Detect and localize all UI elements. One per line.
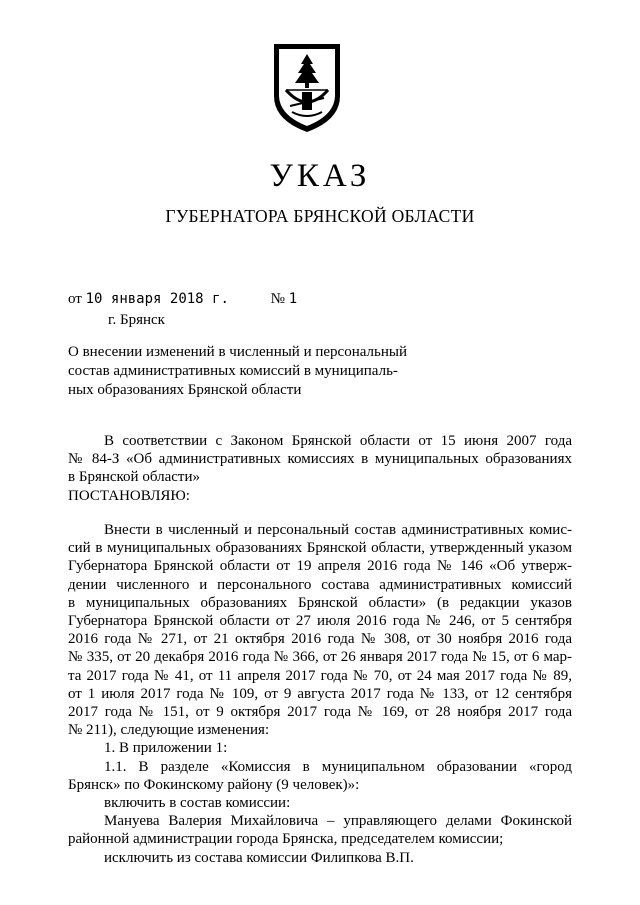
subject-heading xyxy=(68,343,428,400)
paragraph-line: Внести в численный и персональный состав административных комис- xyxy=(104,522,572,538)
paragraph-line: в муниципальных образованиях Брянской области» (в редакции указов xyxy=(68,594,572,611)
date-prefix: от xyxy=(68,291,82,307)
paragraph-line: та 2017 года № 41, от 11 апреля 2017 года № 70, от 24 мая 2017 года № 89, xyxy=(68,667,572,684)
item-1: 1. В приложении 1: xyxy=(104,740,228,757)
document-title: УКАЗ xyxy=(269,158,371,194)
subject-line: О внесении изменений в численный и персональный xyxy=(68,344,407,360)
paragraph-line: № 211), следующие изменения: xyxy=(68,722,270,739)
paragraph-line: 2016 года № 271, от 21 октября 2016 года № 308, от 30 ноября 2016 года xyxy=(68,631,572,648)
number-label: № xyxy=(270,291,285,307)
subject-line: состав административных комиссий в муниципаль- xyxy=(68,363,398,379)
person-line-continued: районной администрации города Брянска, председателем комиссии; xyxy=(68,831,504,848)
number-value: 1 xyxy=(288,291,298,307)
paragraph-line: № 335, от 20 декабря 2016 года № 366, от 26 января 2017 года № 15, от 6 мар- xyxy=(68,649,572,666)
main-paragraph xyxy=(68,521,572,867)
exclude-line: исключить из состава комиссии Филипкова В.П. xyxy=(104,849,414,866)
preamble-line: в Брянской области» xyxy=(68,469,200,486)
paragraph-line: 2017 года № 151, от 9 октября 2017 года № 169, от 28 ноября 2017 года xyxy=(68,704,572,721)
city-line: г. Брянск xyxy=(108,312,165,328)
paragraph-line: от 1 июля 2017 года № 109, от 9 августа 2017 года № 133, от 12 сентября xyxy=(68,685,572,702)
paragraph-line: Губернатора Брянской области от 19 апреля 2016 года № 146 «Об утверж- xyxy=(68,558,572,575)
paragraph-line: дении численного и персонального состава административных комиссий xyxy=(68,576,572,593)
item-1-1-continued: Брянск» по Фокинскому району (9 человек)»: xyxy=(68,776,360,793)
date-number-line xyxy=(68,291,297,308)
resolution-word: ПОСТАНОВЛЯЮ: xyxy=(68,487,190,504)
preamble-line: № 84-З «Об административных комиссиях в муниципальных образованиях xyxy=(68,451,572,468)
include-line: включить в состав комиссии: xyxy=(104,795,291,812)
item-1-1: 1.1. В разделе «Комиссия в муниципальном образовании «город xyxy=(104,758,572,775)
preamble xyxy=(68,432,572,505)
subject-line: ных образованиях Брянской области xyxy=(68,382,302,398)
date-value: 10 января 2018 г. xyxy=(85,291,229,307)
person-line: Мануева Валерия Михайловича – управляющего делами Фокинской xyxy=(104,813,572,830)
paragraph-line: Губернатора Брянской области от 27 июля 2016 года № 246, от 5 сентября xyxy=(68,613,572,630)
document-subtitle: ГУБЕРНАТОРА БРЯНСКОЙ ОБЛАСТИ xyxy=(165,206,475,226)
preamble-line: В соответствии с Законом Брянской области от 15 июня 2007 года xyxy=(104,433,572,449)
coat-of-arms-emblem xyxy=(268,38,346,136)
paragraph-line: сий в муниципальных образованиях Брянской области, утвержденный указом xyxy=(68,540,572,557)
